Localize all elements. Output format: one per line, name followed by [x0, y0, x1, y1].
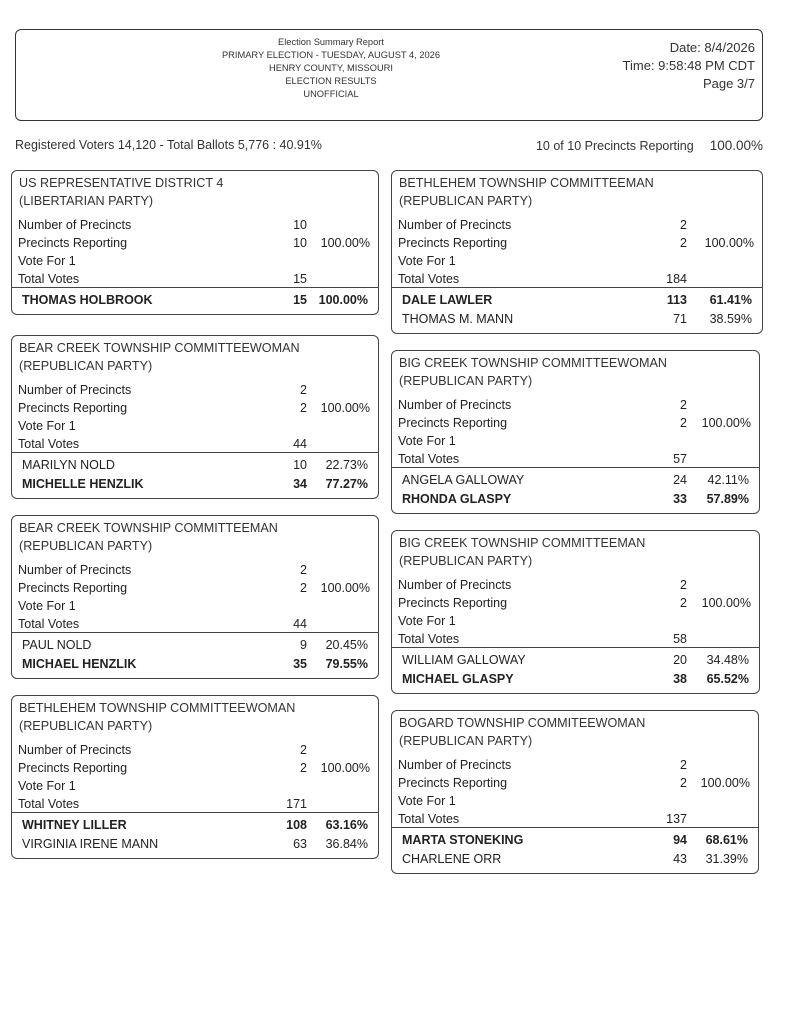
candidate-row [392, 490, 759, 509]
precincts-reporting-label: Precincts Reporting [18, 401, 128, 415]
candidate-percent: 100.00% [318, 293, 368, 307]
candidate-name: MICHAEL GLASPY [402, 672, 514, 686]
num-precincts-value: 2 [300, 743, 307, 757]
candidate-row [12, 475, 378, 494]
precincts-reporting-pct: 100.00% [709, 138, 763, 153]
candidate-row [392, 471, 759, 490]
candidate-name: ANGELA GALLOWAY [402, 473, 525, 487]
num-precincts-label: Number of Precincts [398, 218, 512, 232]
candidate-name: CHARLENE ORR [402, 852, 502, 866]
num-precincts-row [12, 742, 378, 760]
precincts-reporting-row [12, 580, 378, 598]
candidate-list [12, 456, 378, 494]
candidate-name: THOMAS M. MANN [402, 312, 514, 326]
candidate-percent: 34.48% [706, 653, 749, 667]
race-title [399, 535, 645, 570]
candidate-votes: 108 [286, 818, 307, 832]
race-party: (REPUBLICAN PARTY) [399, 193, 533, 208]
candidates-divider [392, 647, 759, 648]
candidate-row [12, 655, 378, 674]
total-votes-label: Total Votes [398, 272, 460, 286]
precincts-reporting-row [392, 775, 758, 793]
race-office: BOGARD TOWNSHIP COMMITEEWOMAN [399, 716, 646, 730]
vote-for-label: Vote For 1 [18, 254, 76, 268]
total-votes-value: 184 [666, 272, 687, 286]
total-votes-value: 58 [673, 632, 687, 646]
race-box [11, 170, 379, 315]
num-precincts-label: Number of Precincts [398, 398, 512, 412]
precincts-reporting-label: Precincts Reporting [18, 761, 128, 775]
precincts-reporting-value: 2 [680, 776, 687, 790]
candidate-row [392, 291, 762, 310]
candidate-percent: 31.39% [705, 852, 748, 866]
candidate-row [392, 310, 762, 329]
precincts-reporting-label: Precincts Reporting [398, 776, 508, 790]
total-votes-value: 137 [666, 812, 687, 826]
candidate-votes: 34 [293, 477, 307, 491]
vote-for-row [392, 433, 759, 451]
candidate-name: DALE LAWLER [402, 293, 493, 307]
race-party: (REPUBLICAN PARTY) [399, 733, 533, 748]
precincts-reporting-row [392, 235, 762, 253]
candidate-row [392, 670, 759, 689]
candidate-row [12, 816, 378, 835]
race-party: (REPUBLICAN PARTY) [19, 358, 153, 373]
candidate-percent: 20.45% [325, 638, 368, 652]
total-votes-value: 44 [293, 437, 307, 451]
num-precincts-row [392, 397, 759, 415]
total-votes-label: Total Votes [18, 272, 80, 286]
total-votes-label: Total Votes [18, 437, 80, 451]
vote-for-label: Vote For 1 [18, 779, 76, 793]
total-votes-value: 44 [293, 617, 307, 631]
candidates-divider [12, 812, 378, 813]
vote-for-label: Vote For 1 [18, 599, 76, 613]
candidate-list [392, 471, 759, 509]
candidate-row [12, 636, 378, 655]
candidate-percent: 79.55% [325, 657, 368, 671]
page-number: Page 3/7 [702, 76, 755, 91]
candidates-divider [392, 827, 758, 828]
race-box [391, 710, 759, 874]
candidate-list [12, 291, 378, 310]
race-party: (LIBERTARIAN PARTY) [19, 193, 154, 208]
precincts-reporting-value: 2 [300, 401, 307, 415]
candidates-divider [392, 287, 762, 288]
vote-for-label: Vote For 1 [398, 794, 456, 808]
report-header [15, 29, 763, 121]
num-precincts-value: 2 [680, 578, 687, 592]
candidate-row [12, 291, 378, 310]
precincts-reporting-value: 2 [680, 236, 687, 250]
report-date: Date: 8/4/2026 [669, 40, 755, 55]
vote-for-row [392, 793, 758, 811]
race-title [19, 700, 295, 735]
precincts-reporting-label: Precincts Reporting [398, 236, 508, 250]
precincts-reporting-value: 2 [680, 416, 687, 430]
candidate-votes: 33 [673, 492, 687, 506]
candidates-divider [12, 287, 378, 288]
vote-for-label: Vote For 1 [398, 434, 456, 448]
report-title: Election Summary Report [278, 37, 384, 47]
precincts-reporting-value: 2 [300, 581, 307, 595]
race-title [19, 175, 223, 210]
num-precincts-value: 2 [300, 563, 307, 577]
candidates-divider [392, 467, 759, 468]
candidate-row [392, 831, 758, 850]
race-office: BETHLEHEM TOWNSHIP COMMITTEEWOMAN [19, 701, 296, 715]
total-votes-label: Total Votes [18, 617, 80, 631]
turnout-summary [15, 138, 763, 156]
total-votes-label: Total Votes [18, 797, 80, 811]
election-name: PRIMARY ELECTION - TUESDAY, AUGUST 4, 2026 [221, 50, 441, 60]
precincts-reporting-label: Precincts Reporting [398, 416, 508, 430]
candidate-list [392, 291, 762, 329]
race-party: (REPUBLICAN PARTY) [19, 718, 153, 733]
num-precincts-label: Number of Precincts [398, 758, 512, 772]
county-name: HENRY COUNTY, MISSOURI [269, 63, 393, 73]
candidate-percent: 77.27% [325, 477, 368, 491]
precincts-reporting-row [392, 415, 759, 433]
candidate-row [392, 651, 759, 670]
candidate-percent: 22.73% [325, 458, 368, 472]
race-stats [12, 382, 378, 454]
num-precincts-row [12, 382, 378, 400]
vote-for-label: Vote For 1 [18, 419, 76, 433]
total-votes-label: Total Votes [398, 632, 460, 646]
race-box [11, 515, 379, 679]
candidate-votes: 35 [293, 657, 307, 671]
candidate-name: WHITNEY LILLER [22, 818, 127, 832]
candidate-list [12, 636, 378, 674]
race-stats [12, 562, 378, 634]
candidates-divider [12, 632, 378, 633]
candidate-percent: 57.89% [706, 492, 749, 506]
candidate-name: PAUL NOLD [22, 638, 92, 652]
candidate-percent: 36.84% [325, 837, 368, 851]
precincts-reporting-percent: 100.00% [320, 401, 370, 415]
candidate-votes: 24 [673, 473, 687, 487]
candidate-votes: 63 [293, 837, 307, 851]
race-stats [12, 217, 378, 289]
race-box [391, 530, 760, 694]
race-box [11, 695, 379, 859]
num-precincts-label: Number of Precincts [398, 578, 512, 592]
candidate-name: THOMAS HOLBROOK [22, 293, 153, 307]
precincts-reporting-percent: 100.00% [320, 236, 370, 250]
candidate-percent: 68.61% [705, 833, 748, 847]
precincts-reporting-row [12, 235, 378, 253]
candidate-percent: 38.59% [709, 312, 752, 326]
unofficial-label: UNOFFICIAL [303, 89, 359, 99]
candidate-name: MICHAEL HENZLIK [22, 657, 137, 671]
candidate-row [12, 835, 378, 854]
race-party: (REPUBLICAN PARTY) [19, 538, 153, 553]
vote-for-row [392, 253, 762, 271]
precincts-reporting-percent: 100.00% [701, 596, 751, 610]
total-votes-label: Total Votes [398, 452, 460, 466]
precincts-reporting-percent: 100.00% [701, 416, 751, 430]
candidate-name: RHONDA GLASPY [402, 492, 512, 506]
precincts-reporting-value: 10 [293, 236, 307, 250]
vote-for-row [392, 613, 759, 631]
precincts-reporting-label: Precincts Reporting [18, 581, 128, 595]
precincts-reporting-label: Precincts Reporting [18, 236, 128, 250]
candidate-percent: 63.16% [325, 818, 368, 832]
vote-for-row [12, 778, 378, 796]
race-stats [392, 397, 759, 469]
candidate-row [12, 456, 378, 475]
race-office: BEAR CREEK TOWNSHIP COMMITTEEWOMAN [19, 341, 300, 355]
num-precincts-value: 2 [680, 398, 687, 412]
candidate-votes: 71 [673, 312, 687, 326]
race-stats [392, 757, 758, 829]
precincts-reporting-text: 10 of 10 Precincts Reporting [535, 139, 694, 153]
num-precincts-row [392, 757, 758, 775]
candidate-votes: 43 [673, 852, 687, 866]
race-office: BIG CREEK TOWNSHIP COMMITTEEMAN [399, 536, 646, 550]
precincts-reporting-value: 2 [300, 761, 307, 775]
candidate-name: MARTA STONEKING [402, 833, 524, 847]
race-title [399, 175, 654, 210]
num-precincts-label: Number of Precincts [18, 383, 132, 397]
race-office: BEAR CREEK TOWNSHIP COMMITTEEMAN [19, 521, 278, 535]
precincts-reporting-percent: 100.00% [320, 581, 370, 595]
candidate-percent: 42.11% [707, 473, 749, 487]
num-precincts-row [12, 217, 378, 235]
candidate-name: VIRGINIA IRENE MANN [22, 837, 159, 851]
race-box [11, 335, 379, 499]
race-stats [392, 217, 762, 289]
race-office: US REPRESENTATIVE DISTRICT 4 [19, 176, 224, 190]
candidates-divider [12, 452, 378, 453]
race-box [391, 350, 760, 514]
candidate-name: WILLIAM GALLOWAY [402, 653, 526, 667]
num-precincts-label: Number of Precincts [18, 218, 132, 232]
vote-for-label: Vote For 1 [398, 254, 456, 268]
report-heading [166, 36, 496, 101]
total-votes-value: 171 [286, 797, 307, 811]
report-meta [623, 39, 755, 93]
results-label: ELECTION RESULTS [285, 76, 377, 86]
num-precincts-value: 2 [680, 218, 687, 232]
race-office: BIG CREEK TOWNSHIP COMMITTEEWOMAN [399, 356, 667, 370]
precincts-reporting-value: 2 [680, 596, 687, 610]
race-office: BETHLEHEM TOWNSHIP COMMITTEEMAN [399, 176, 654, 190]
precincts-reporting-percent: 100.00% [704, 236, 754, 250]
candidate-list [12, 816, 378, 854]
candidate-votes: 10 [293, 458, 307, 472]
total-votes-value: 15 [293, 272, 307, 286]
num-precincts-value: 10 [293, 218, 307, 232]
candidate-votes: 38 [673, 672, 687, 686]
vote-for-row [12, 418, 378, 436]
report-time: Time: 9:58:48 PM CDT [622, 58, 755, 73]
candidate-row [392, 850, 758, 869]
candidate-votes: 20 [673, 653, 687, 667]
candidate-votes: 9 [300, 638, 307, 652]
precincts-reporting-row [12, 400, 378, 418]
precincts-reporting-summary [536, 138, 763, 153]
num-precincts-row [392, 577, 759, 595]
num-precincts-row [12, 562, 378, 580]
num-precincts-label: Number of Precincts [18, 563, 132, 577]
precincts-reporting-row [12, 760, 378, 778]
candidate-votes: 15 [293, 293, 307, 307]
race-box [391, 170, 763, 334]
candidate-votes: 113 [666, 293, 687, 307]
candidate-percent: 65.52% [706, 672, 749, 686]
precincts-reporting-percent: 100.00% [700, 776, 750, 790]
precincts-reporting-label: Precincts Reporting [398, 596, 508, 610]
candidate-votes: 94 [673, 833, 687, 847]
precincts-reporting-percent: 100.00% [320, 761, 370, 775]
candidate-name: MICHELLE HENZLIK [22, 477, 144, 491]
candidate-list [392, 651, 759, 689]
race-title [399, 355, 667, 390]
race-stats [12, 742, 378, 814]
race-party: (REPUBLICAN PARTY) [399, 553, 533, 568]
num-precincts-label: Number of Precincts [18, 743, 132, 757]
vote-for-label: Vote For 1 [398, 614, 456, 628]
candidate-name: MARILYN NOLD [22, 458, 115, 472]
vote-for-row [12, 253, 378, 271]
candidate-percent: 61.41% [709, 293, 752, 307]
race-title [399, 715, 645, 750]
race-stats [392, 577, 759, 649]
total-votes-value: 57 [673, 452, 687, 466]
registered-voters-summary: Registered Voters 14,120 - Total Ballots 5,776 : 40.91% [15, 138, 322, 152]
num-precincts-value: 2 [680, 758, 687, 772]
num-precincts-row [392, 217, 762, 235]
candidate-list [392, 831, 758, 869]
precincts-reporting-row [392, 595, 759, 613]
race-title [19, 340, 300, 375]
race-party: (REPUBLICAN PARTY) [399, 373, 533, 388]
vote-for-row [12, 598, 378, 616]
race-title [19, 520, 278, 555]
total-votes-label: Total Votes [398, 812, 460, 826]
num-precincts-value: 2 [300, 383, 307, 397]
